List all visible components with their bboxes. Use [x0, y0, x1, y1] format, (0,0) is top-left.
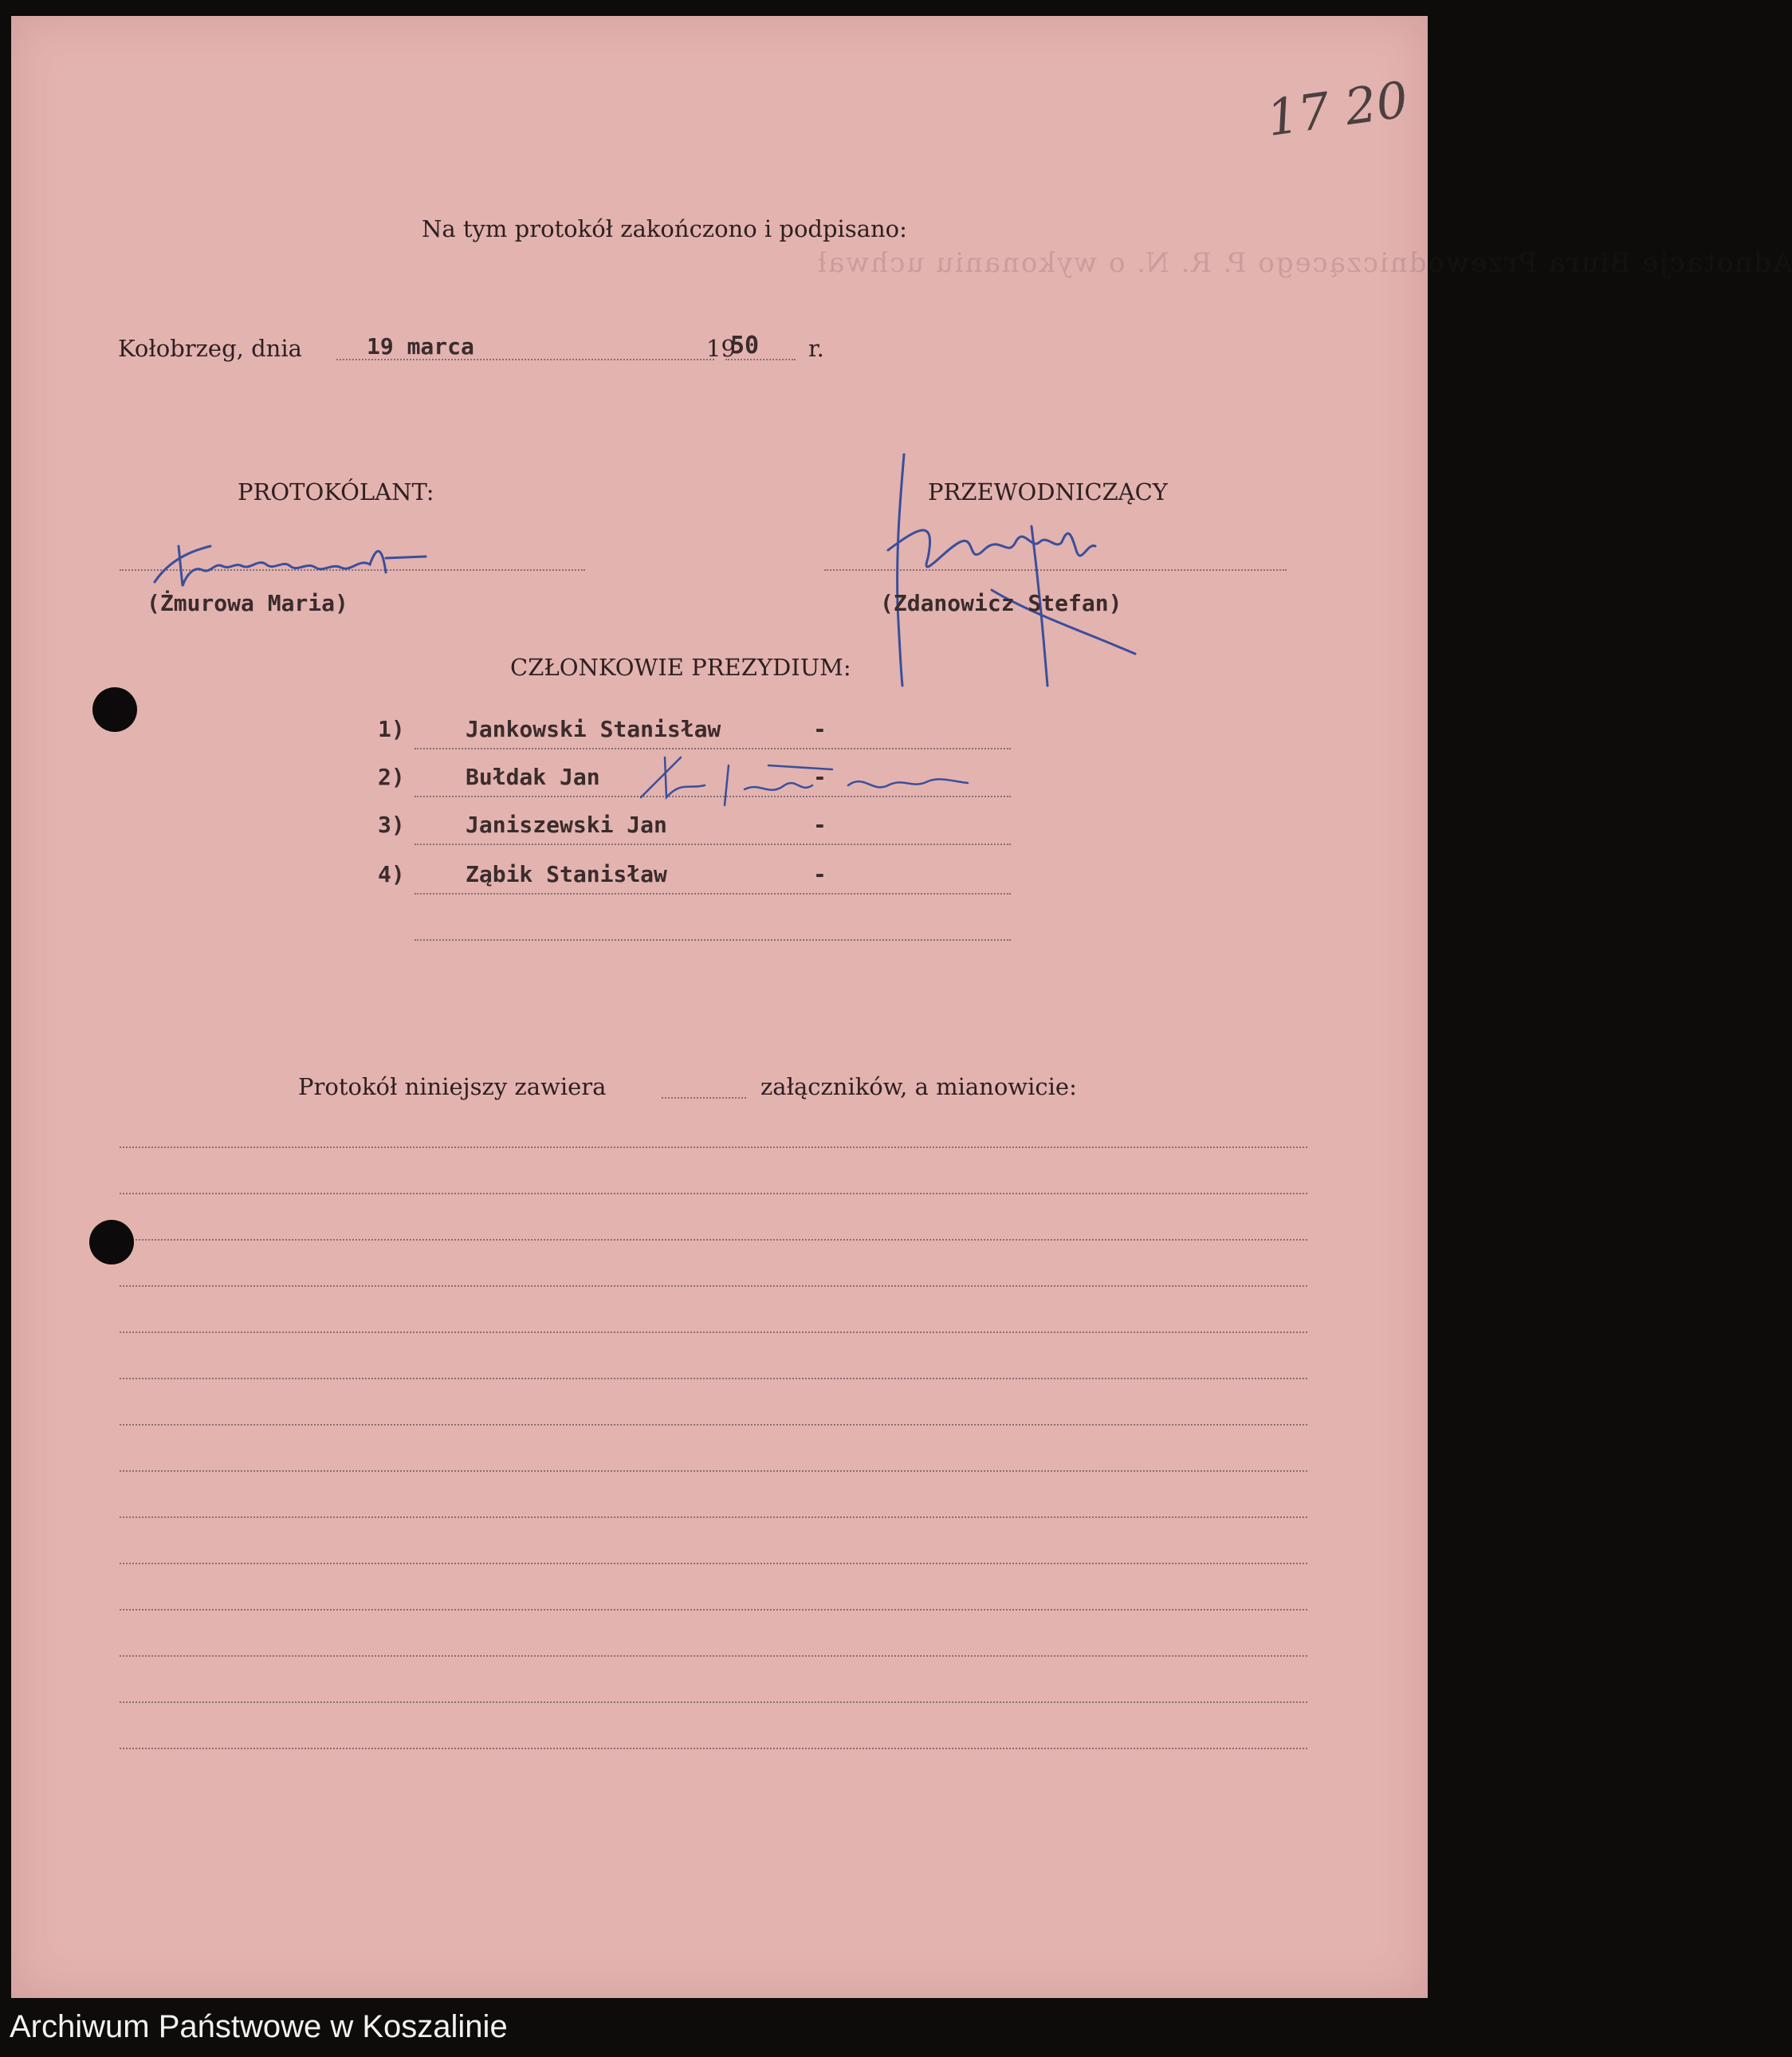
date-day-month: 19 marca [367, 333, 474, 360]
presidium-member-num: 2) [378, 764, 405, 790]
attachment-line [120, 1563, 1307, 1564]
attachment-line [120, 1516, 1307, 1518]
recorder-label: PROTOKÓLANT: [238, 478, 434, 505]
date-year-line [725, 359, 796, 360]
attachments-label: Protokół niniejszy zawiera [298, 1073, 607, 1100]
presidium-member-name: Ząbik Stanisław [466, 861, 667, 887]
attachment-line [120, 1701, 1307, 1703]
recorder-name: (Żmurowa Maria) [147, 590, 348, 616]
attachment-line [120, 1748, 1307, 1749]
attachment-line [120, 1378, 1307, 1379]
attachments-suffix: załączników, a mianowicie: [760, 1073, 1077, 1100]
folio-number: 17 20 [1263, 70, 1412, 147]
closing-line: Na tym protokół zakończono i podpisano: [422, 215, 907, 242]
presidium-member-line [415, 893, 1011, 895]
attachment-line [120, 1146, 1307, 1148]
attachment-line [120, 1285, 1307, 1287]
archive-name: Archiwum Państwowe w Koszalinie [10, 2009, 508, 2044]
punch-hole-bottom [89, 1220, 134, 1264]
presidium-member-name: Jankowski Stanisław [466, 716, 721, 742]
presidium-member-num: 4) [378, 861, 405, 887]
bleed-through-heading: Adnotacje Biura Przewodniczącego P. R. N. o wykonaniu uchwał [816, 247, 1792, 279]
attachment-line [120, 1193, 1307, 1194]
attachment-line [120, 1470, 1307, 1472]
attachment-line [120, 1239, 1307, 1241]
attachment-line [120, 1609, 1307, 1611]
presidium-member-mark: - [813, 861, 827, 887]
presidium-member-mark: - [813, 812, 827, 838]
presidium-member-name: Bułdak Jan [466, 764, 600, 790]
attachment-line [120, 1424, 1307, 1426]
presidium-heading: CZŁONKOWIE PREZYDIUM: [510, 654, 851, 681]
chair-label: PRZEWODNICZĄCY [928, 478, 1168, 505]
archive-footer [0, 1998, 1439, 2057]
presidium-member-mark: - [813, 764, 827, 790]
presidium-member-name: Janiszewski Jan [466, 812, 667, 838]
chair-signature [872, 431, 1143, 694]
punch-hole-top [92, 687, 137, 732]
date-year-suffix: 50 [730, 332, 760, 360]
attachments-count-line [662, 1097, 746, 1099]
date-year-prefix: 19 [706, 335, 736, 362]
member-signature [625, 749, 976, 813]
presidium-member-mark: - [813, 716, 827, 742]
document-page [11, 16, 1792, 1998]
date-year-end: r. [808, 335, 824, 362]
attachment-line [120, 1655, 1307, 1657]
presidium-member-line [415, 844, 1011, 845]
date-place-label: Kołobrzeg, dnia [118, 335, 302, 362]
chair-name: (Zdanowicz Stefan) [880, 590, 1122, 616]
presidium-empty-line [415, 939, 1011, 941]
presidium-member-num: 3) [378, 812, 405, 838]
presidium-member-num: 1) [378, 716, 405, 742]
attachment-line [120, 1331, 1307, 1333]
recorder-signature [147, 526, 481, 598]
